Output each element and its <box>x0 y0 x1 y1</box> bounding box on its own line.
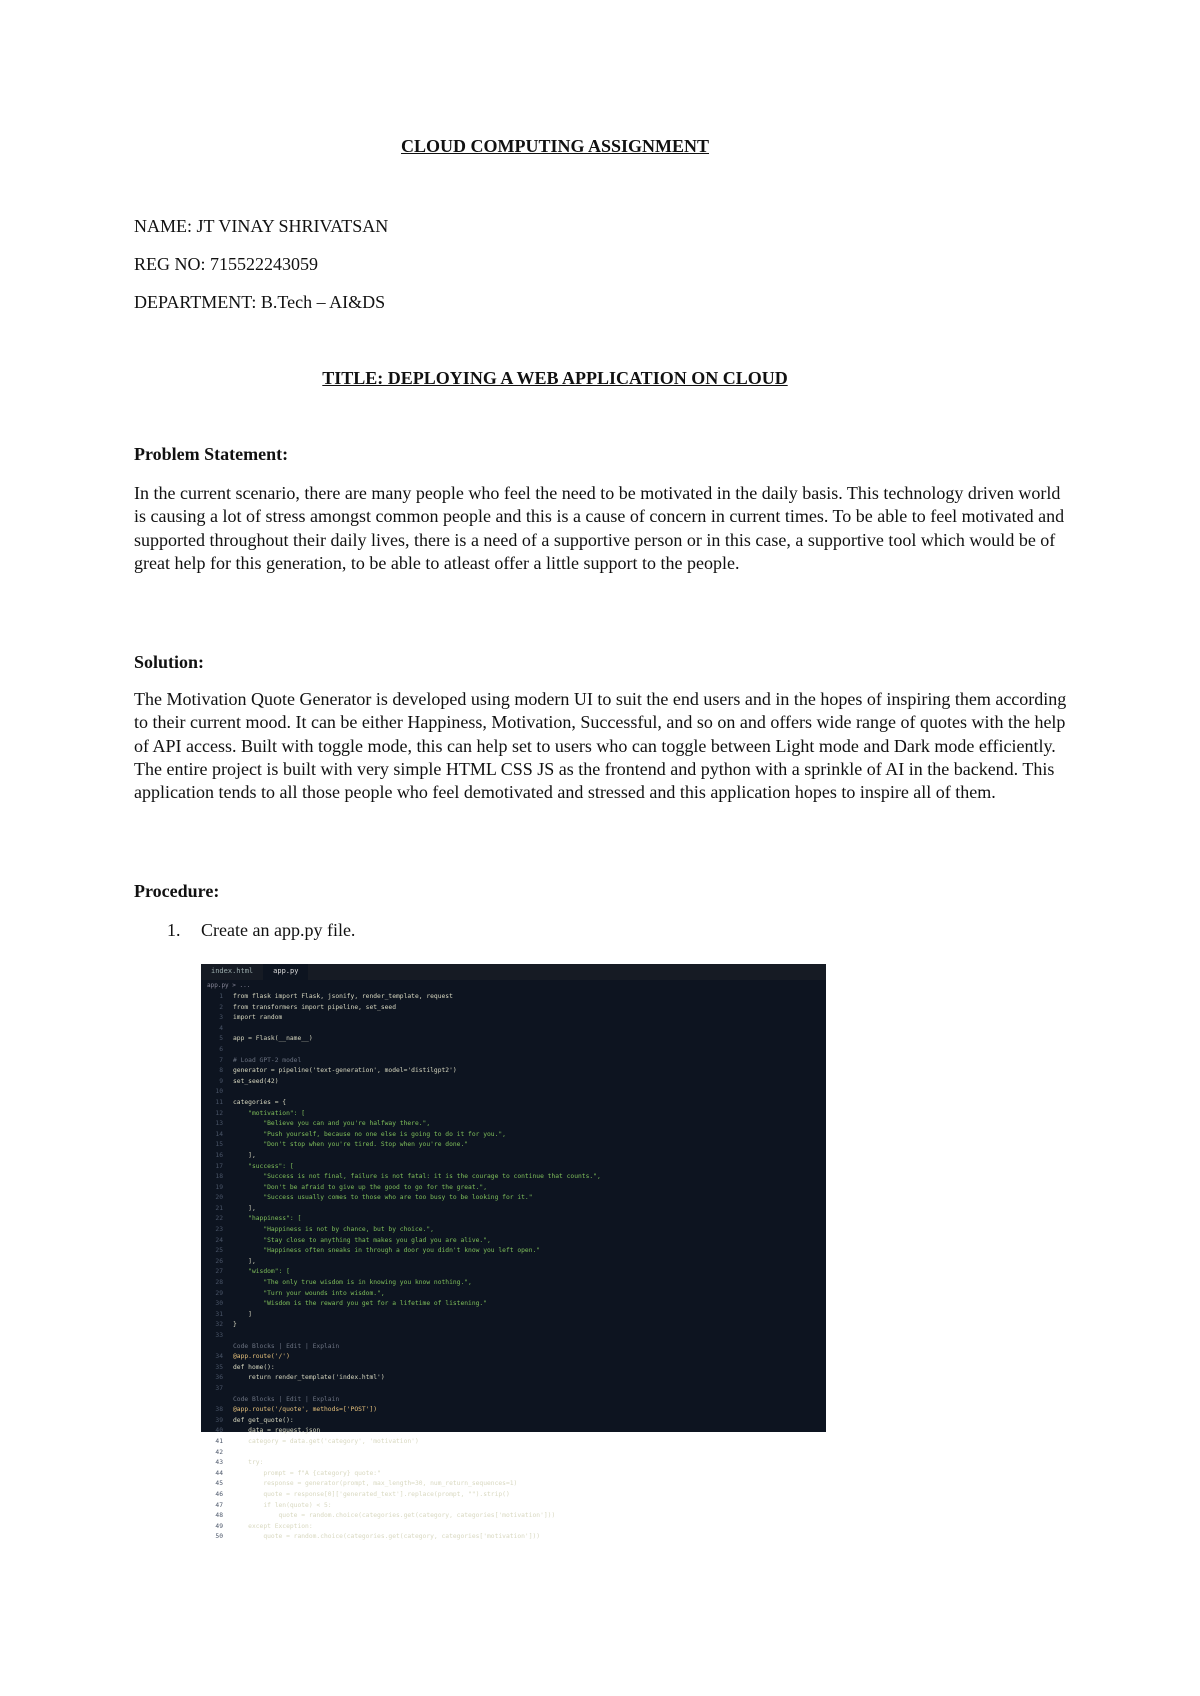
step-number: 1. <box>167 920 181 940</box>
line-text: if len(quote) < 5: <box>233 1501 332 1509</box>
code-line <box>201 1479 826 1490</box>
line-number: 4 <box>219 1024 223 1032</box>
line-number: 30 <box>215 1300 223 1308</box>
line-number: 34 <box>215 1353 223 1361</box>
editor-tabs <box>201 964 826 980</box>
code-line <box>201 1416 826 1427</box>
line-text: @app.route('/quote', methods=['POST']) <box>233 1406 378 1414</box>
code-line <box>201 1024 826 1035</box>
line-number: 32 <box>215 1321 223 1329</box>
line-number: 48 <box>215 1512 223 1520</box>
code-line <box>201 1320 826 1331</box>
line-text: } <box>233 1321 237 1329</box>
line-text: "Happiness is not by chance, but by choice.", <box>233 1226 434 1234</box>
line-text: ], <box>233 1151 256 1159</box>
line-number: 37 <box>215 1384 223 1392</box>
line-text: set_seed(42) <box>233 1077 279 1085</box>
line-number: 12 <box>215 1109 223 1117</box>
line-number: 23 <box>215 1226 223 1234</box>
code-line <box>201 1066 826 1077</box>
line-number: 26 <box>215 1257 223 1265</box>
code-line <box>201 1522 826 1533</box>
line-number: 33 <box>215 1332 223 1339</box>
line-number: 2 <box>219 1003 223 1011</box>
line-number: 6 <box>219 1045 223 1053</box>
line-text: from transformers import pipeline, set_seed <box>233 1003 397 1011</box>
line-number: 27 <box>215 1268 223 1276</box>
project-title: TITLE: DEPLOYING A WEB APPLICATION ON CLOUD <box>322 368 788 388</box>
code-line <box>201 1056 826 1067</box>
line-number <box>201 1395 233 1406</box>
line-number: 39 <box>215 1416 223 1424</box>
line-number: 9 <box>219 1077 223 1085</box>
code-line <box>201 1310 826 1321</box>
line-number: 25 <box>215 1247 223 1255</box>
code-line <box>201 1373 826 1384</box>
line-number: 8 <box>219 1067 223 1075</box>
code-line <box>201 1214 826 1225</box>
line-text: "Believe you can and you're halfway there.", <box>233 1120 431 1128</box>
code-line <box>201 1087 826 1098</box>
line-text: @app.route('/') <box>233 1353 290 1361</box>
line-text: ], <box>233 1204 256 1212</box>
code-screenshot <box>201 964 826 1541</box>
solution-body: The Motivation Quote Generator is developed using modern UI to suit the end users and in the hopes of inspiring them according to their current mood. It can be either Happiness, Motivation, Successful, and so on and offers wide range of quotes with the help of API access. Built with toggle mode, this can help set to users who can toggle between Light mode and Dark mode efficiently. The entire project is built with very simple HTML CSS JS as the frontend and python with a sprinkle of AI in the backend. This application tends to all those people who feel demotivated and stressed and this application hopes to inspire all of them. <box>134 689 1067 803</box>
breadcrumb: app.py > ... <box>207 982 251 989</box>
line-text: response = generator(prompt, max_length=30, num_return_sequences=1) <box>233 1480 518 1488</box>
code-line <box>201 1437 826 1448</box>
line-text: "wisdom": [ <box>233 1268 290 1276</box>
line-text: # Load GPT-2 model <box>233 1056 302 1064</box>
line-number: 10 <box>215 1088 223 1096</box>
tab-app-py: app.py <box>263 964 308 980</box>
line-text: "The only true wisdom is in knowing you know nothing.", <box>233 1279 472 1287</box>
reg-no: REG NO: 715522243059 <box>134 254 318 274</box>
line-text: try: <box>233 1459 264 1467</box>
line-number: 18 <box>215 1173 223 1181</box>
line-text: ], <box>233 1257 256 1265</box>
line-text: def get_quote(): <box>233 1416 294 1424</box>
line-number: 20 <box>215 1194 223 1202</box>
code-line <box>201 1490 826 1501</box>
line-number: 42 <box>215 1448 223 1456</box>
code-line <box>201 1405 826 1416</box>
line-number: 28 <box>215 1279 223 1287</box>
line-number: 46 <box>215 1490 223 1498</box>
line-text: import random <box>233 1014 283 1022</box>
line-text: except Exception: <box>233 1522 313 1530</box>
code-line <box>201 1384 826 1395</box>
line-number: 41 <box>215 1437 223 1445</box>
line-number: 14 <box>215 1130 223 1138</box>
code-line <box>201 1532 826 1543</box>
line-number: 49 <box>215 1522 223 1530</box>
problem-heading: Problem Statement: <box>134 444 289 464</box>
code-line <box>201 1511 826 1522</box>
code-line <box>201 1183 826 1194</box>
line-text: "Stay close to anything that makes you glad you are alive.", <box>233 1236 491 1244</box>
code-line <box>201 1151 826 1162</box>
code-line <box>201 1225 826 1236</box>
code-line <box>201 1077 826 1088</box>
line-text: def home(): <box>233 1363 275 1371</box>
code-line <box>201 1458 826 1469</box>
step-text: Create an app.py file. <box>201 920 356 940</box>
line-text: quote = random.choice(categories.get(category, categories['motivation'])) <box>233 1512 556 1520</box>
department: DEPARTMENT: B.Tech – AI&DS <box>134 292 386 312</box>
code-line <box>201 1193 826 1204</box>
line-number: 11 <box>215 1098 223 1106</box>
line-text: "success": [ <box>233 1162 294 1170</box>
procedure-heading: Procedure: <box>134 881 220 901</box>
code-line <box>201 1172 826 1183</box>
line-text: prompt = f"A {category} quote:" <box>233 1469 381 1477</box>
line-number: 35 <box>215 1363 223 1371</box>
code-line <box>201 1363 826 1374</box>
line-text: quote = random.choice(categories.get(category, categories['motivation'])) <box>233 1533 541 1541</box>
code-lines <box>201 992 826 1543</box>
code-line <box>201 1003 826 1014</box>
solution-heading: Solution: <box>134 652 205 672</box>
code-line <box>201 1034 826 1045</box>
code-line <box>201 1109 826 1120</box>
code-line <box>201 1342 826 1353</box>
code-line <box>201 1130 826 1141</box>
document-title: CLOUD COMPUTING ASSIGNMENT <box>400 136 710 156</box>
line-text: category = data.get('category', 'motivation') <box>233 1437 419 1445</box>
line-number: 44 <box>215 1469 223 1477</box>
code-line <box>201 1448 826 1459</box>
line-number: 21 <box>215 1204 223 1212</box>
line-text: "Wisdom is the reward you get for a lifetime of listening." <box>233 1300 488 1308</box>
line-text: "Turn your wounds into wisdom.", <box>233 1289 385 1297</box>
line-number: 22 <box>215 1215 223 1223</box>
line-text: from flask import Flask, jsonify, render_template, request <box>233 993 453 1000</box>
line-text: ] <box>233 1310 252 1318</box>
line-number: 1 <box>219 993 223 1000</box>
line-number: 31 <box>215 1310 223 1318</box>
line-number: 45 <box>215 1480 223 1488</box>
code-line <box>201 1045 826 1056</box>
line-number: 16 <box>215 1151 223 1159</box>
line-number: 17 <box>215 1162 223 1170</box>
code-line <box>201 1469 826 1480</box>
line-text: categories = { <box>233 1098 287 1106</box>
code-line <box>201 1426 826 1437</box>
line-number: 5 <box>219 1035 223 1043</box>
code-line <box>201 1331 826 1342</box>
code-line <box>201 1140 826 1151</box>
line-text: "Push yourself, because no one else is going to do it for you.", <box>233 1130 506 1138</box>
code-line <box>201 1013 826 1024</box>
line-text: Code Blocks | Edit | Explain <box>233 1395 340 1403</box>
line-text: "Don't be afraid to give up the good to go for the great.", <box>233 1183 488 1191</box>
line-number <box>201 1342 233 1353</box>
line-number: 13 <box>215 1120 223 1128</box>
code-line <box>201 1204 826 1215</box>
line-number: 7 <box>219 1056 223 1064</box>
line-number: 15 <box>215 1141 223 1149</box>
problem-body: In the current scenario, there are many people who feel the need to be motivated in the daily basis. This technology driven world is causing a lot of stress amongst common people and this is a cause of concern in current times. To be able to feel motivated and supported throughout their daily lives, there is a need of a supportive person or in this case, a supportive tool which would be of great help for this generation, to be able to atleast offer a little support to the people. <box>134 483 1065 573</box>
code-line <box>201 1246 826 1257</box>
line-text: return render_template('index.html') <box>233 1374 385 1382</box>
code-line <box>201 1278 826 1289</box>
student-name: NAME: JT VINAY SHRIVATSAN <box>134 216 389 236</box>
line-number: 3 <box>219 1014 223 1022</box>
code-line <box>201 1236 826 1247</box>
code-line <box>201 1299 826 1310</box>
line-number: 40 <box>215 1427 223 1435</box>
code-line <box>201 1289 826 1300</box>
line-text: "Success usually comes to those who are too busy to be looking for it." <box>233 1194 533 1202</box>
line-number: 24 <box>215 1236 223 1244</box>
line-number: 36 <box>215 1374 223 1382</box>
line-text: "motivation": [ <box>233 1109 306 1117</box>
code-line <box>201 1098 826 1109</box>
code-line <box>201 992 826 1003</box>
code-line <box>201 1395 826 1406</box>
line-number: 47 <box>215 1501 223 1509</box>
line-text: data = request.json <box>233 1427 321 1435</box>
line-text: quote = response[0]['generated_text'].replace(prompt, "").strip() <box>233 1490 510 1498</box>
line-text: Code Blocks | Edit | Explain <box>233 1342 340 1350</box>
code-line <box>201 1119 826 1130</box>
tab-index-html: index.html <box>211 967 254 975</box>
line-number: 19 <box>215 1183 223 1191</box>
line-text: "happiness": [ <box>233 1215 302 1223</box>
line-number: 29 <box>215 1289 223 1297</box>
line-text: generator = pipeline('text-generation', model='distilgpt2') <box>233 1067 457 1075</box>
line-text: "Success is not final, failure is not fatal: it is the courage to continue that counts.", <box>233 1173 601 1181</box>
code-line <box>201 1257 826 1268</box>
code-line <box>201 1267 826 1278</box>
line-number: 38 <box>215 1406 223 1414</box>
line-number: 43 <box>215 1459 223 1467</box>
line-text: "Happiness often sneaks in through a door you didn't know you left open." <box>233 1247 541 1255</box>
line-number: 50 <box>215 1533 223 1541</box>
code-line <box>201 1352 826 1363</box>
line-text: app = Flask(__name__) <box>233 1035 313 1043</box>
code-line <box>201 1501 826 1512</box>
line-text: "Don't stop when you're tired. Stop when you're done." <box>233 1141 469 1149</box>
code-line <box>201 1162 826 1173</box>
